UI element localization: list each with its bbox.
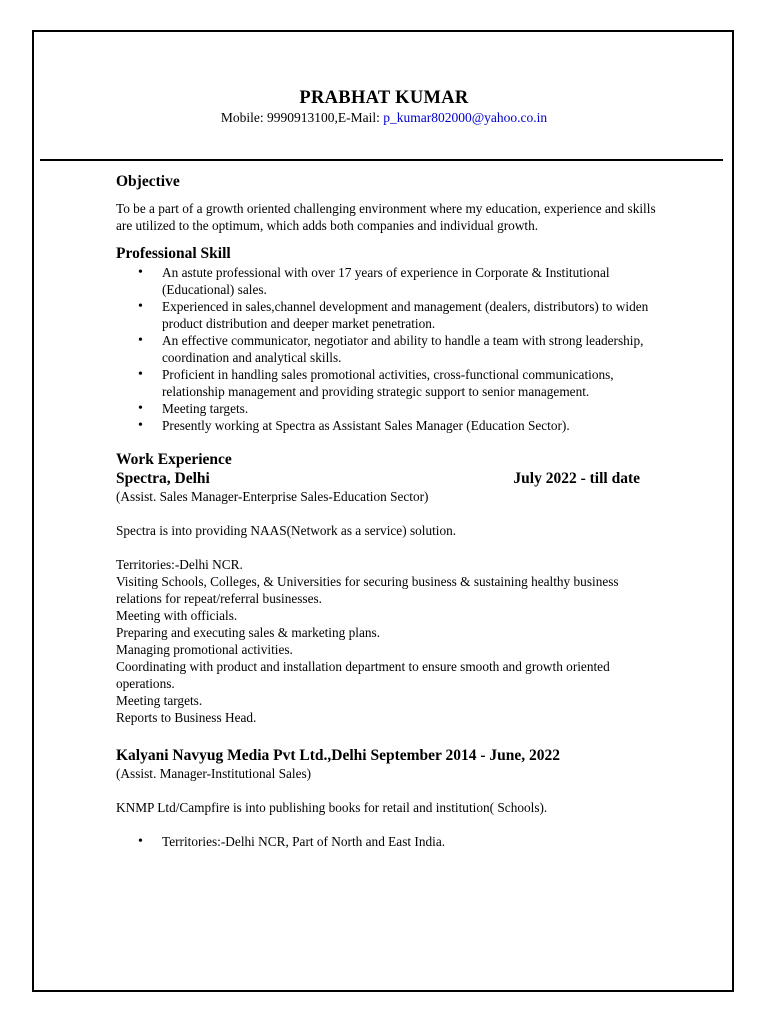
job1-duty: Coordinating with product and installation department to ensure smooth and growth oriented operations. <box>116 659 610 691</box>
job2-about: KNMP Ltd/Campfire is into publishing books for retail and institution( Schools). <box>116 800 548 815</box>
experience-heading: Work Experience <box>116 451 232 468</box>
job2-list <box>116 833 656 850</box>
job1-duty: Territories:-Delhi NCR. <box>116 557 243 572</box>
job1-duty: Meeting targets. <box>116 693 203 708</box>
job1-duty: Managing promotional activities. <box>116 642 293 657</box>
job2-role: (Assist. Manager-Institutional Sales) <box>116 766 312 781</box>
contact-prefix: Mobile: 9990913100,E-Mail: <box>220 110 384 125</box>
skill-item: • An astute professional with over 17 years of experience in Corporate & Institutional (Educational) sales. <box>116 264 656 298</box>
contact-line <box>0 110 768 126</box>
skills-list <box>116 264 656 434</box>
job2-header: Kalyani Navyug Media Pvt Ltd.,Delhi September 2014 - June, 2022 <box>116 747 561 764</box>
job1-dates: July 2022 - till date <box>513 470 640 487</box>
job1-duty: Visiting Schools, Colleges, & Universities for securing business & sustaining healthy business relations for repeat/referral businesses. <box>116 574 619 606</box>
skill-item: • Presently working at Spectra as Assistant Sales Manager (Education Sector). <box>116 417 656 434</box>
job1-company: Spectra, Delhi <box>116 470 210 487</box>
skills-heading: Professional Skill <box>116 245 231 262</box>
job1-duty: Reports to Business Head. <box>116 710 257 725</box>
job1-about: Spectra is into providing NAAS(Network as a service) solution. <box>116 523 457 538</box>
skill-item: • Experienced in sales,channel development and management (dealers, distributors) to widen product distribution and deeper market penetration. <box>116 298 656 332</box>
header-divider <box>40 159 723 161</box>
skill-item: • Meeting targets. <box>116 400 656 417</box>
objective-heading: Objective <box>116 173 180 190</box>
job1-duty: Preparing and executing sales & marketing plans. <box>116 625 381 640</box>
job1-duty: Meeting with officials. <box>116 608 238 623</box>
resume-body <box>116 172 656 850</box>
job2-item: • Territories:-Delhi NCR, Part of North and East India. <box>116 833 656 850</box>
job1-header <box>116 469 640 488</box>
skill-item: • An effective communicator, negotiator and ability to handle a team with strong leadership, coordination and analytical skills. <box>116 332 656 366</box>
email-link[interactable]: p_kumar802000@yahoo.co.in <box>383 110 548 125</box>
candidate-name: PRABHAT KUMAR <box>299 88 469 108</box>
objective-text: To be a part of a growth oriented challenging environment where my education, experience and skills are utilized to the optimum, which adds both companies and individual growth. <box>116 201 656 233</box>
job1-role: (Assist. Sales Manager-Enterprise Sales-Education Sector) <box>116 489 429 504</box>
skill-item: • Proficient in handling sales promotional activities, cross-functional communications, relationship management and providing strategic support to senior management. <box>116 366 656 400</box>
